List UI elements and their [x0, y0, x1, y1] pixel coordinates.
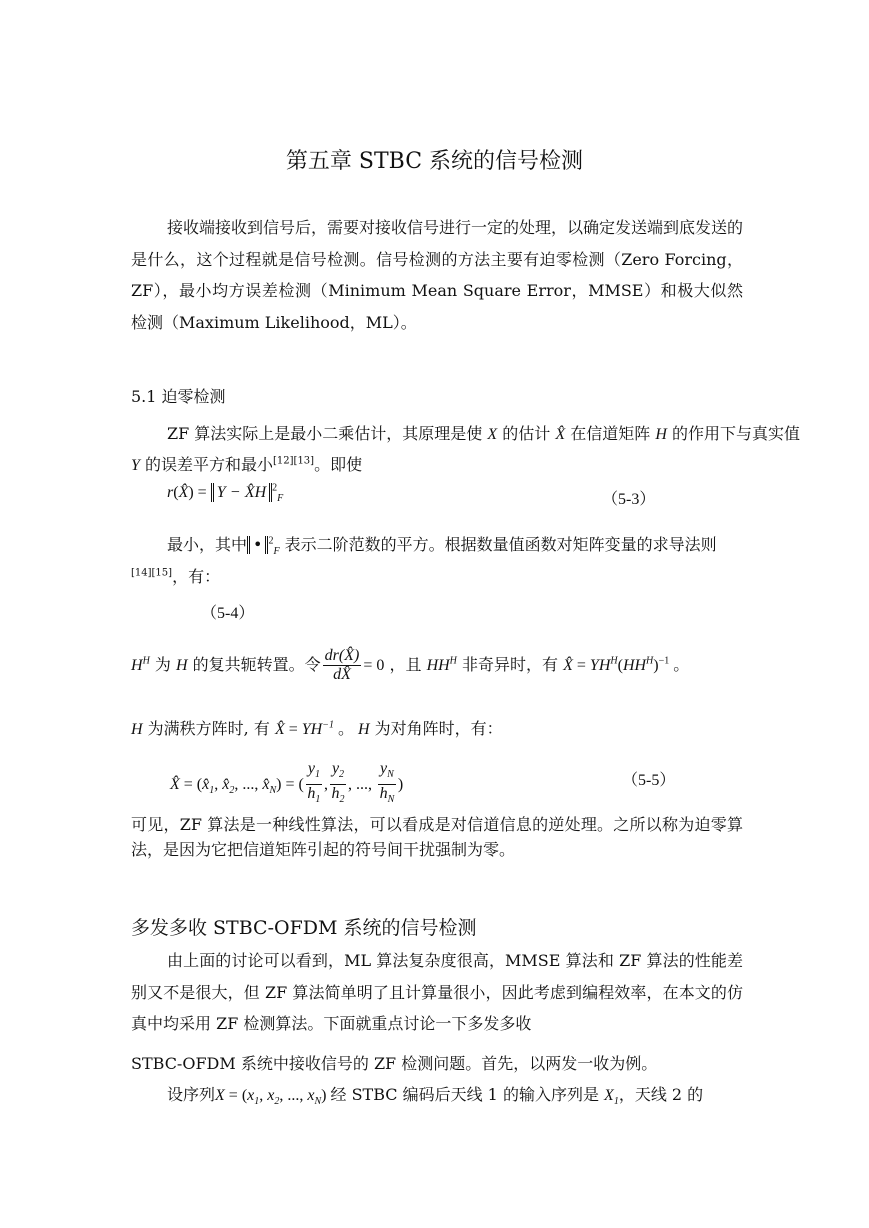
chapter-title: 第五章 STBC 系统的信号检测 — [285, 149, 584, 174]
equation-number-5-3: （5-3） — [602, 491, 656, 508]
conclusion-paragraph: 可见，ZF 算法是一种线性算法，可以看成是对信道信息的逆处理。之所以称为迫零算法，是因为它把信道矩阵引起的符号间干扰强制为零。 — [131, 815, 743, 859]
full-rank-line: H 为满秩方阵时, 有 X̂ = $YH^{-1}$ 。 H 为对角阵时，有： — [131, 719, 503, 738]
sequence-line: 设序列$X = (x_1$, $x_2$, ..., $x_N$) 经 STBC 编码后天线 1 的输入序列是 $X_1$，天线 2 的 — [167, 1085, 704, 1108]
hermitian-line: $H^H$ 为 H 的复共轭转置。令 $\frac{dr(X̂)}{dX̂}$ = 0 ，且 $HH^H$ 非奇异时，有 X̂ = $YH^H(HH^H)^{-1}$ 。 — [131, 647, 690, 683]
section-heading-mimo: 多发多收 STBC-OFDM 系统的信号检测 — [131, 917, 477, 939]
section-heading-5-1: 5.1 迫零检测 — [131, 387, 226, 406]
zf-paragraph-line1: ZF 算法实际上是最小二乘估计，其原理是使 X 的估计 X̂ 在信道矩阵 H 的作用下与真实值 — [167, 424, 801, 443]
equation-number-5-4: （5-4） — [201, 605, 255, 622]
norm-paragraph-line1: 最小，其中 • $^2_F$ 表示二阶范数的平方。根据数量值函数对矩阵变量的求导法则 — [167, 535, 717, 558]
mimo-paragraph-line4: STBC-OFDM 系统中接收信号的 ZF 检测问题。首先，以两发一收为例。 — [131, 1054, 658, 1073]
equation-5-5: X̂ = ($x̂_1$, $x̂_2$, ..., $x̂_N$) = ( $\frac{y_1}{h_1}$ , $\frac{y_2}{h_2}$ , ..., $\frac{y_N}{h_N}$ ) — [170, 760, 404, 806]
intro-paragraph: 接收端接收到信号后，需要对接收信号进行一定的处理，以确定发送端到底发送的是什么，这个过程就是信号检测。信号检测的方法主要有迫零检测（Zero Forcing，ZF），最小均方误差检测（Minimum Mean Square Error，MMSE）和极大似然检测（Maximum Likelihood，ML）。 — [131, 218, 744, 332]
equation-number-5-5: （5-5） — [622, 772, 676, 789]
norm-paragraph-line2: [14][15]，有： — [131, 567, 221, 586]
mimo-paragraph: 由上面的讨论可以看到，ML 算法复杂度很高，MMSE 算法和 ZF 算法的性能差别又不是很大，但 ZF 算法简单明了且计算量很小，因此考虑到编程效率，在本文的仿真中均采用 ZF 检测算法。下面就重点讨论一下多发多收 — [131, 951, 743, 1033]
equation-5-3: r(X̂) = Y − X̂H $^2_F$ — [167, 482, 284, 505]
zf-paragraph-line2: Y 的误差平方和最小[12][13]。即使 — [131, 455, 363, 474]
